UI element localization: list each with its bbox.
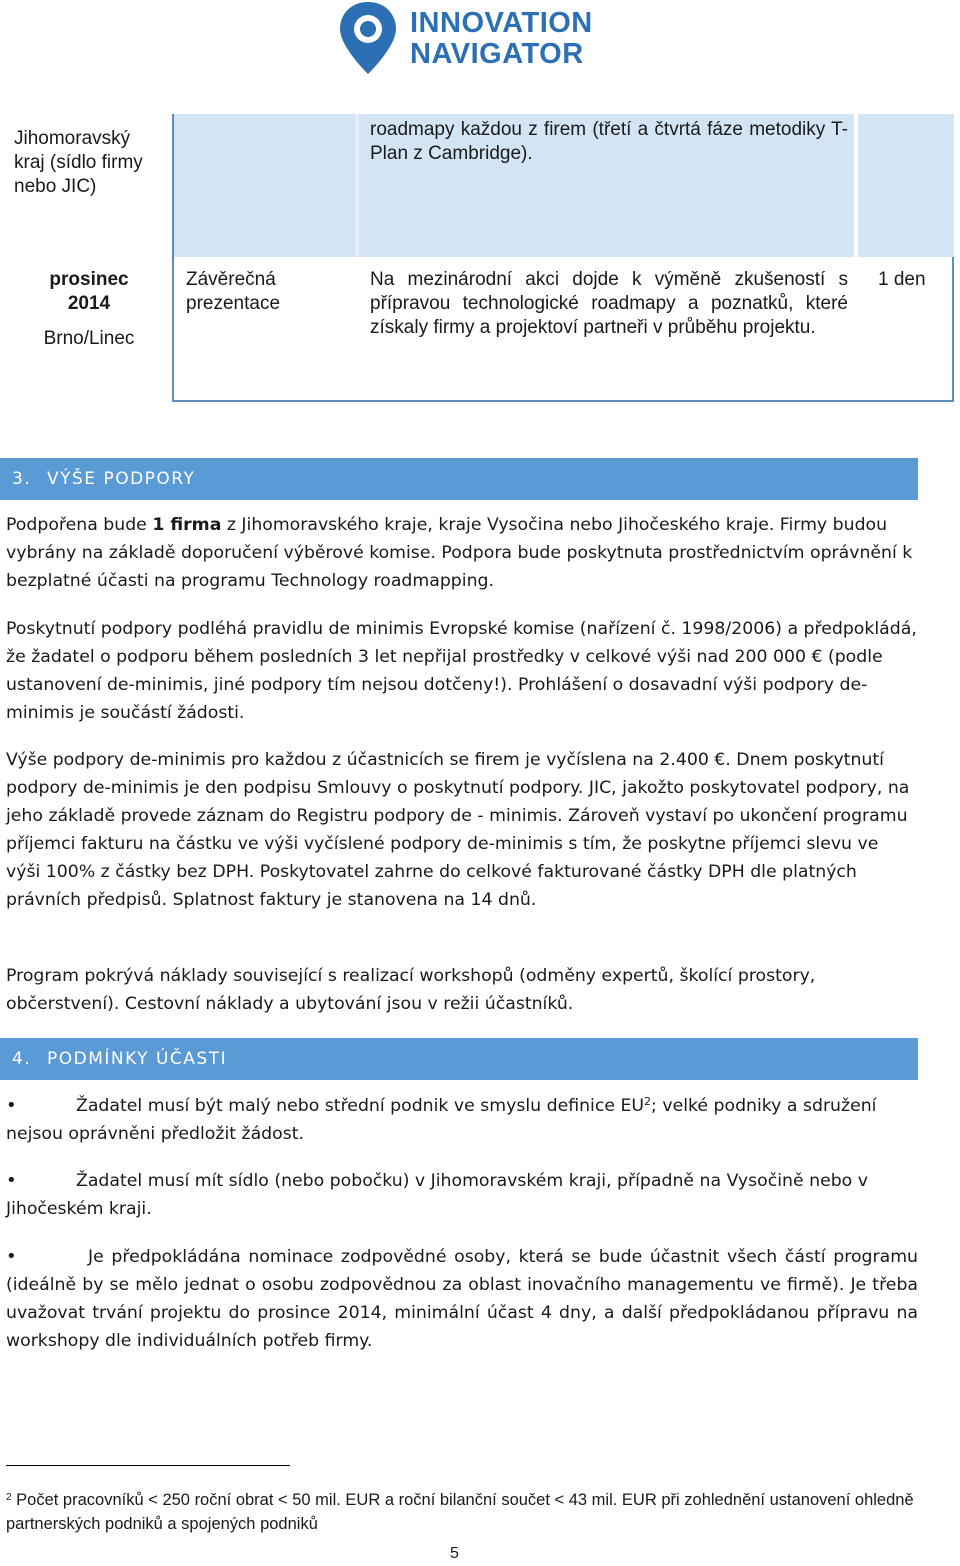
table-border (952, 257, 954, 402)
bullet-icon: • (6, 1095, 17, 1116)
section-title: PODMÍNKY ÚČASTI (47, 1049, 228, 1069)
text-run: Žadatel musí být malý nebo střední podnik ve smyslu definice EU (76, 1096, 645, 1116)
row2-duration: 1 den (878, 269, 926, 290)
logo-line2: NAVIGATOR (410, 38, 584, 70)
row1-description: roadmapy každou z firem (třetí a čtvrtá fáze metodiky T-Plan z Cambridge). (370, 119, 848, 164)
table-border (172, 400, 954, 402)
text-run: ; velké podniky a sdružení nejsou oprávněni předložit žádost. (6, 1096, 877, 1144)
table-cell-divider (355, 114, 359, 257)
footnote-ref[interactable]: 2 (644, 1095, 652, 1108)
logo-line1: INNOVATION (410, 7, 593, 39)
paragraph-support-intro (6, 511, 918, 595)
footnote-separator (6, 1465, 290, 1466)
condition-sme (6, 1092, 918, 1148)
section-number: 3. (12, 469, 32, 489)
text-run: Podpořena bude (6, 515, 153, 535)
row2-description: Na mezinárodní akci dojde k výměně zkušeností s přípravou technologické roadmapy a poznatků, které získaly firmy a projektoví partneři v průběhu projektu. (370, 269, 848, 338)
bullet-icon: • (6, 1170, 17, 1191)
section-heading-4 (0, 1038, 918, 1080)
paragraph-costs: Program pokrývá náklady související s realizací workshopů (odměny expertů, školící prostory, občerstvení). Cestovní náklady a ubytování jsou v režii účastníků. (6, 966, 816, 1014)
page-number: 5 (450, 1545, 459, 1562)
condition-location: Žadatel musí mít sídlo (nebo pobočku) v Jihomoravském kraji, případně na Vysočině nebo v Jihočeském kraji. (6, 1171, 868, 1219)
firm-count: 1 firma (152, 515, 222, 535)
paragraph-de-minimis-amount: Výše podpory de-minimis pro každou z účastnicích se firem je vyčíslena na 2.400 €. Dnem poskytnutí podpory de-minimis je den podpisu Smlouvy o poskytnutí podpory. JIC, jakožto poskytovatel podpory, na jeho základě provede záznam do Registru podpory de - minimis. Zároveň vystaví po ukončení programu příjemci fakturu na částku ve výši vyčíslené podpory de-minimis s tím, že poskytne příjemci slevu ve výši 100% z částky bez DPH. Poskytovatel zahrne do celkové fakturované částky DPH dle platných právních předpisů. Splatnost faktury je stanovena na 14 dnů. (6, 750, 910, 910)
table-cell-divider (854, 114, 858, 257)
footnote (6, 1488, 916, 1536)
logo-text (410, 8, 593, 70)
footnote-mark: 2 (6, 1492, 12, 1503)
row2-date-year: 2014 (67, 293, 111, 314)
row2-place: Brno/Linec (43, 328, 135, 349)
bullet-icon: • (6, 1246, 17, 1267)
row2-activity: Závěrečná prezentace (186, 269, 281, 314)
row2-date-month: prosinec (49, 269, 129, 290)
paragraph-de-minimis-rule: Poskytnutí podpory podléhá pravidlu de minimis Evropské komise (nařízení č. 1998/2006) a předpokládá, že žadatel o podporu během posledních 3 let nepřijal prostředky v celkové výši nad 200 000 € (podle ustanovení de-minimis, jiné podpory tím nejsou dotčeny!). Prohlášení o dosavadní výši podpory de-minimis je součástí žádosti. (6, 619, 917, 723)
table-border (172, 114, 174, 402)
section-title: VÝŠE PODPORY (47, 469, 196, 489)
row1-place: Jihomoravský kraj (sídlo firmy nebo JIC) (14, 128, 143, 197)
text-run: z Jihomoravského kraje, kraje Vysočina nebo Jihočeského kraje. Firmy budou vybrány na základě doporučení výběrové komise. Podpora bude poskytnuta prostřednictvím oprávnění k bezplatné účasti na programu Technology roadmapping. (6, 515, 913, 591)
section-heading-3 (0, 458, 918, 500)
footnote-text: Počet pracovníků < 250 roční obrat < 50 mil. EUR a roční bilanční součet < 43 mil. EUR při zohlednění ustanovení ohledně partnerských podniků a spojených podniků (6, 1491, 914, 1533)
condition-nominee: Je předpokládána nominace zodpovědné osoby, která se bude účastnit všech částí programu (ideálně by se mělo jednat o osobu zodpovědnou za oblast inovačního managementu ve firmě). Je třeba uvažovat trvání projektu do prosince 2014, minimální účast 4 dny, a další předpokládanou přípravu na workshopy dle individuálních potřeb firmy. (6, 1247, 918, 1351)
section-number: 4. (12, 1049, 32, 1069)
